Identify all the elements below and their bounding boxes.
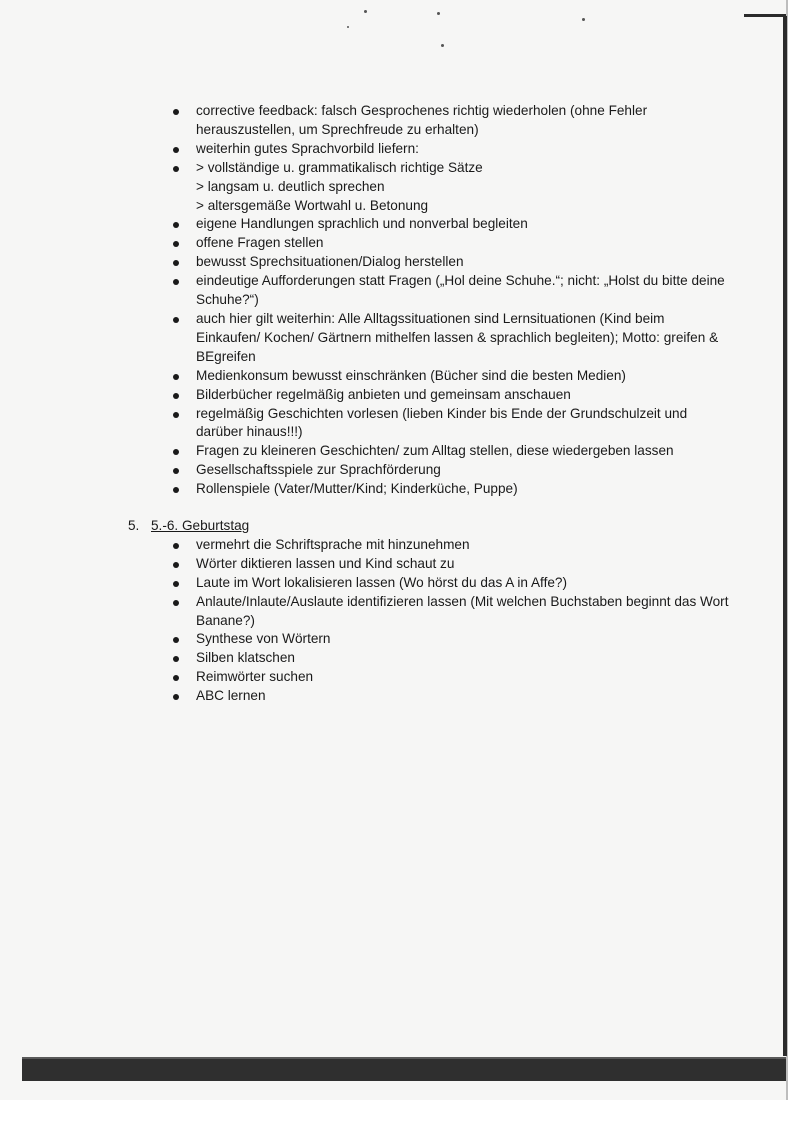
- list-item: ABC lernen: [172, 687, 732, 706]
- list-item: regelmäßig Geschichten vorlesen (lieben Kinder bis Ende der Grundschulzeit und darüber hinaus!!!): [172, 405, 732, 443]
- list-item: eindeutige Aufforderungen statt Fragen („Hol deine Schuhe.“; nicht: „Holst du bitte deine Schuhe?“): [172, 272, 732, 310]
- list-item: > vollständige u. grammatikalisch richtige Sätze > langsam u. deutlich sprechen > altersgemäße Wortwahl u. Betonung: [172, 159, 732, 216]
- list-item: Anlaute/Inlaute/Auslaute identifizieren lassen (Mit welchen Buchstaben beginnt das Wort Banane?): [172, 593, 732, 631]
- scan-speck: [582, 18, 585, 21]
- list-item: Fragen zu kleineren Geschichten/ zum Alltag stellen, diese wiedergeben lassen: [172, 442, 732, 461]
- list-item: offene Fragen stellen: [172, 234, 732, 253]
- list-item: Synthese von Wörtern: [172, 630, 732, 649]
- list-item: Wörter diktieren lassen und Kind schaut zu: [172, 555, 732, 574]
- section-number: 5.: [128, 518, 140, 534]
- list-item: Bilderbücher regelmäßig anbieten und gemeinsam anschauen: [172, 386, 732, 405]
- scan-speck: [437, 12, 440, 15]
- list-item: Silben klatschen: [172, 649, 732, 668]
- page-edge-top: [744, 14, 786, 17]
- list-item: Medienkonsum bewusst einschränken (Bücher sind die besten Medien): [172, 367, 732, 386]
- list-item: bewusst Sprechsituationen/Dialog herstellen: [172, 253, 732, 272]
- section-title: 5.-6. Geburtstag: [151, 518, 250, 534]
- list-item: corrective feedback: falsch Gesprochenes richtig wiederholen (ohne Fehler herauszustellen, um Sprechfreude zu erhalten): [172, 102, 732, 140]
- scan-speck: [364, 10, 367, 13]
- bullet-list-section-5: [172, 536, 732, 706]
- list-item: Rollenspiele (Vater/Mutter/Kind; Kinderküche, Puppe): [172, 480, 732, 499]
- scan-speck: [347, 26, 349, 28]
- list-item: Laute im Wort lokalisieren lassen (Wo hörst du das A in Affe?): [172, 574, 732, 593]
- section-heading: [128, 517, 786, 536]
- bullet-list-main: [172, 102, 732, 499]
- list-item: Reimwörter suchen: [172, 668, 732, 687]
- list-item: vermehrt die Schriftsprache mit hinzunehmen: [172, 536, 732, 555]
- list-item: Gesellschaftsspiele zur Sprachförderung: [172, 461, 732, 480]
- list-item: weiterhin gutes Sprachvorbild liefern:: [172, 140, 732, 159]
- section-5: [128, 517, 786, 706]
- scan-speck: [441, 44, 444, 47]
- list-item: eigene Handlungen sprachlich und nonverbal begleiten: [172, 215, 732, 234]
- list-item: auch hier gilt weiterhin: Alle Alltagssituationen sind Lernsituationen (Kind beim Einkaufen/ Kochen/ Gärtnern mithelfen lassen & sprachlich begleiten); Motto: greifen & BEgreifen: [172, 310, 732, 367]
- document-body: [0, 102, 786, 706]
- scan-bottom-bar: [22, 1057, 786, 1081]
